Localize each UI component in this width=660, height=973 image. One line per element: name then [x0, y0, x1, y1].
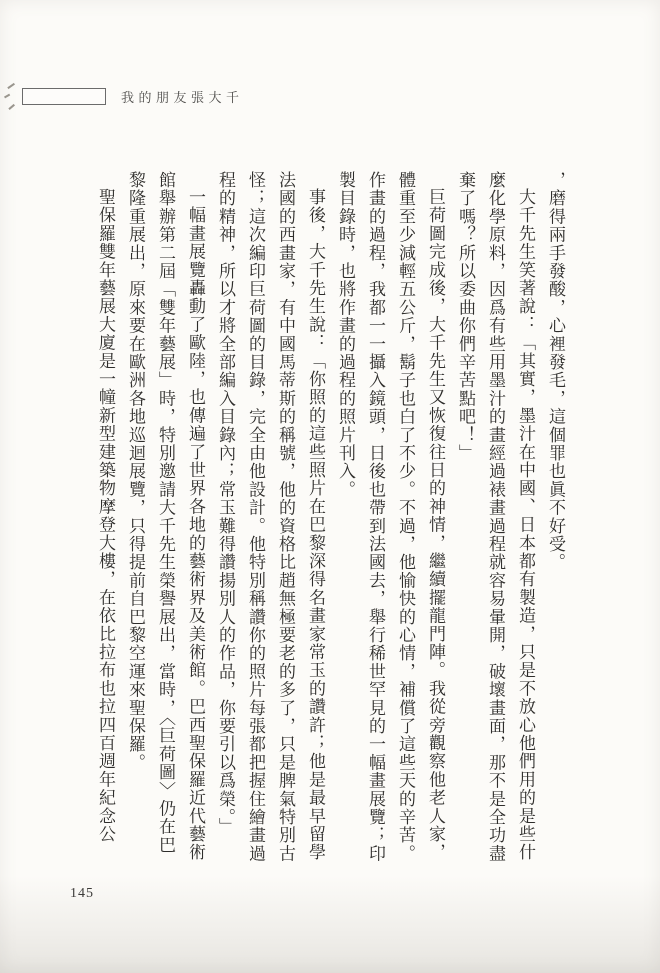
page-number: 145: [70, 886, 94, 901]
ink-speck: [4, 94, 10, 98]
ink-speck: [7, 83, 14, 89]
paragraph: 事後，大千先生說：「你照的這些照片在巴黎深得名畫家常玉的讚許；他是最早留學法國的西畫家，有中國馬蒂斯的稱號，他的資格比趙無極要老的多了，只是脾氣特別古怪；這次編印巨荷圖的目錄，完全由他設計。他特別稱讚你的照片每張都把握住繪畫過程的精神，所以才將全部編入目錄內；常玉難得讚揚別人的作品，你要引以爲榮。」: [216, 171, 325, 863]
header-rule-box: [22, 88, 106, 105]
running-title: 我的朋友張大千: [121, 90, 244, 105]
body-text: [90, 171, 570, 865]
paragraph: ，磨得兩手發酸，心裡發毛，這個罪也眞不好受。: [546, 171, 565, 572]
paragraph: 巨荷圖完成後，大千先生又恢復往日的神情，繼續擺龍門陣。我從旁觀察他老人家，體重至少減輕五公斤，鬍子也白了不少。不過，他愉快的心情，補償了這些天的辛苦。作畫的過程，我都一一攝入鏡頭，日後也帶到法國去，舉行稀世罕見的一幅畫展覽；印製目錄時，也將作畫的過程的照片刊入。: [336, 171, 445, 863]
paragraph: 聖保羅雙年藝展大廈是一幢新型建築物摩登大樓，在依比拉布也拉四百週年紀念公: [96, 188, 115, 844]
paragraph: 一幅畫展覽轟動了歐陸，也傳遍了世界各地的藝術界及美術館。巴西聖保羅近代藝術館舉辦第二屆「雙年藝展」時，特別邀請大千先生榮譽展出，當時，〈巨荷圖〉仍在巴黎隆重展出，原來要在歐洲各地巡迴展覽，只得提前自巴黎空運來聖保羅。: [126, 171, 205, 862]
paragraph: 大千先生笑著說：「其實，墨汁在中國、日本都有製造，只是不放心他們用的是些什麼化學原料，因爲有些用墨汁的畫經過裱畫過程就容易暈開，破壞畫面，那不是全功盡棄了嗎？所以委曲你們辛苦點吧！」: [456, 171, 535, 863]
ink-speck: [8, 104, 14, 110]
